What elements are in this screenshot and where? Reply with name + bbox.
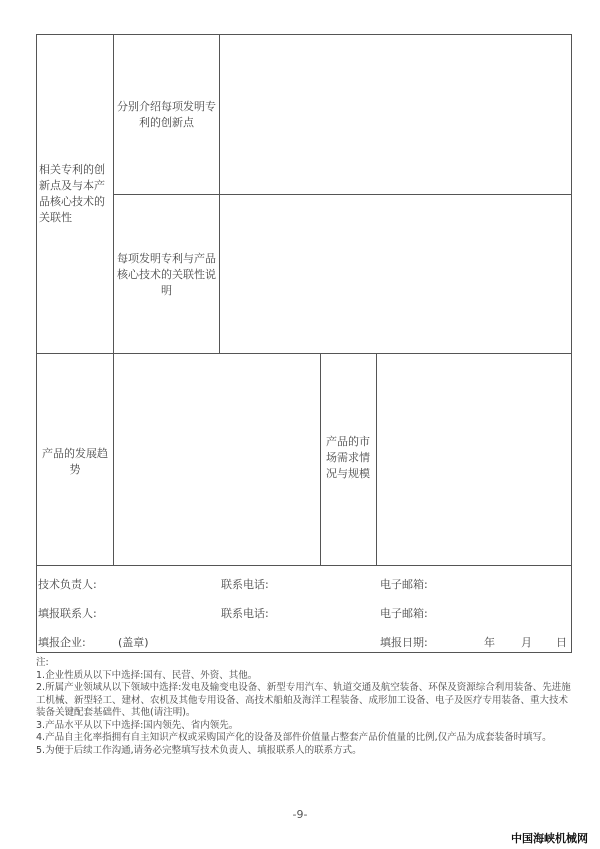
month-label: 月: [521, 636, 532, 649]
note-item: 3.产品水平从以下中选择:国内领先、省内领先。: [36, 719, 239, 731]
divider-v-market-left: [320, 353, 321, 566]
phone-label-2: 联系电话:: [221, 607, 269, 620]
divider-v-market-right: [376, 353, 377, 566]
year-label: 年: [484, 636, 495, 649]
table-border-left: [36, 34, 37, 653]
email-label-1: 电子邮箱:: [380, 578, 428, 591]
filler-label: 填报联系人:: [38, 607, 97, 620]
note-item: 1.企业性质从以下中选择:国有、民营、外资、其他。: [36, 669, 258, 681]
day-label: 日: [556, 636, 567, 649]
market-label: 产品的市场需求情况与规模: [326, 435, 370, 480]
date-label: 填报日期:: [380, 636, 428, 649]
innovation-label: 分别介绍每项发明专利的创新点: [117, 100, 216, 129]
email-label-2: 电子邮箱:: [380, 607, 428, 620]
seal-label: (盖章): [118, 636, 149, 649]
table-border-right: [571, 34, 572, 653]
relevance-label: 每项发明专利与产品核心技术的关联性说明: [117, 252, 216, 297]
divider-v-trend: [113, 353, 114, 566]
note-item: 2.所属产业领域从以下领域中选择:发电及输变电设备、新型专用汽车、轨道交通及航空装备、环保及资源综合利用装备、先进施工机械、新型轻工、建材、农机及其他专用设备、高技术船舶及海洋工程装备、成形加工设备、电子及医疗专用装备、重大技术装备关键配套基础件、其他(请注明)。: [36, 682, 571, 718]
notes-title: 注:: [36, 657, 49, 668]
tech-lead-label: 技术负责人:: [38, 578, 97, 591]
note-item: 4.产品自主化率指拥有自主知识产权或采购国产化的设备及部件价值量占整套产品价值量的比例,仅产品为成套装备时填写。: [36, 732, 552, 743]
watermark: 中国海峡机械网: [511, 832, 588, 845]
divider-h-section2: [36, 565, 572, 566]
company-label: 填报企业:: [38, 636, 86, 649]
notes-section: [36, 657, 571, 757]
table-border-bottom: [36, 652, 572, 653]
phone-label-1: 联系电话:: [221, 578, 269, 591]
related-patents-label: 相关专利的创新点及与本产品核心技术的关联性: [39, 163, 105, 224]
divider-h-section1: [36, 353, 572, 354]
note-item: 5.为便于后续工作沟通,请务必完整填写技术负责人、填报联系人的联系方式。: [36, 744, 362, 756]
table-border-top: [36, 34, 572, 35]
divider-h-mid: [113, 194, 572, 195]
trend-label: 产品的发展趋势: [42, 447, 108, 476]
page-number: -9-: [292, 808, 308, 821]
